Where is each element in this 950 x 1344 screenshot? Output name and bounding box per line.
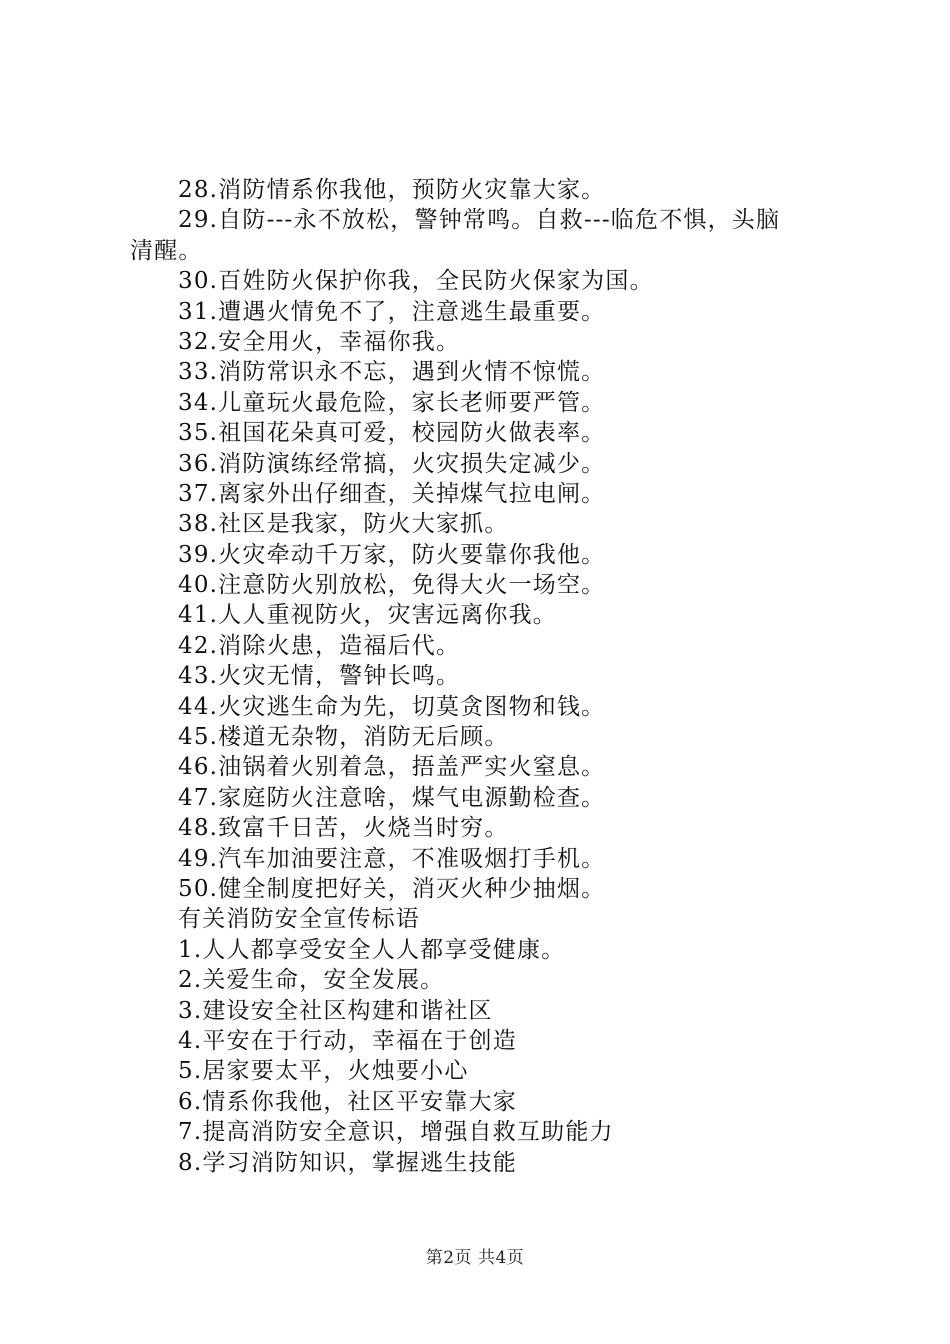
text-line: 49.汽车加油要注意，不准吸烟打手机。 xyxy=(178,845,606,872)
text-line: 29.自防---永不放松，警钟常鸣。自救---临危不惧，头脑 xyxy=(178,207,781,234)
text-line: 6.情系你我他，社区平安靠大家 xyxy=(178,1088,517,1115)
text-line: 3.建设安全社区构建和谐社区 xyxy=(178,997,493,1024)
text-line: 46.油锅着火别着急，捂盖严实火窒息。 xyxy=(178,754,606,781)
text-line: 32.安全用火，幸福你我。 xyxy=(178,328,461,355)
text-line: 47.家庭防火注意啥，煤气电源勤检查。 xyxy=(178,784,606,811)
text-line: 45.楼道无杂物，消防无后顾。 xyxy=(178,724,509,751)
text-line: 28.消防情系你我他，预防火灾靠大家。 xyxy=(178,177,606,203)
text-line: 有关消防安全宣传标语 xyxy=(178,906,420,933)
text-line: 1.人人都享受安全人人都享受健康。 xyxy=(178,936,566,963)
text-line: 31.遭遇火情免不了，注意逃生最重要。 xyxy=(178,298,606,325)
text-line: 2.关爱生命，安全发展。 xyxy=(178,967,445,994)
document-body xyxy=(130,175,830,1178)
text-line: 38.社区是我家，防火大家抓。 xyxy=(178,511,509,538)
text-line: 33.消防常识永不忘，遇到火情不惊慌。 xyxy=(178,359,606,386)
text-line: 34.儿童玩火最危险，家长老师要严管。 xyxy=(178,389,606,416)
text-line: 41.人人重视防火，灾害远离你我。 xyxy=(178,602,557,629)
text-line: 48.致富千日苦，火烧当时穷。 xyxy=(178,815,509,842)
text-line: 8.学习消防知识，掌握逃生技能 xyxy=(178,1149,517,1176)
text-line: 4.平安在于行动，幸福在于创造 xyxy=(178,1027,517,1054)
text-line: 30.百姓防火保护你我，全民防火保家为国。 xyxy=(178,268,654,295)
text-line: 40.注意防火别放松，免得大火一场空。 xyxy=(178,572,606,599)
text-line: 35.祖国花朵真可爱，校园防火做表率。 xyxy=(178,420,606,447)
text-line: 清醒。 xyxy=(130,237,203,264)
text-line: 37.离家外出仔细查，关掉煤气拉电闸。 xyxy=(178,480,606,507)
text-line: 5.居家要太平，火烛要小心 xyxy=(178,1058,469,1085)
page-footer: 第2页 共4页 xyxy=(425,1248,525,1268)
text-line: 39.火灾牵动千万家，防火要靠你我他。 xyxy=(178,541,606,568)
text-line: 43.火灾无情，警钟长鸣。 xyxy=(178,663,461,690)
text-line: 36.消防演练经常搞，火灾损失定减少。 xyxy=(178,450,606,477)
text-line: 50.健全制度把好关，消灭火种少抽烟。 xyxy=(178,875,606,902)
text-line: 44.火灾逃生命为先，切莫贪图物和钱。 xyxy=(178,693,606,720)
text-line: 42.消除火患，造福后代。 xyxy=(178,632,461,659)
text-line: 7.提高消防安全意识，增强自救互助能力 xyxy=(178,1119,614,1146)
